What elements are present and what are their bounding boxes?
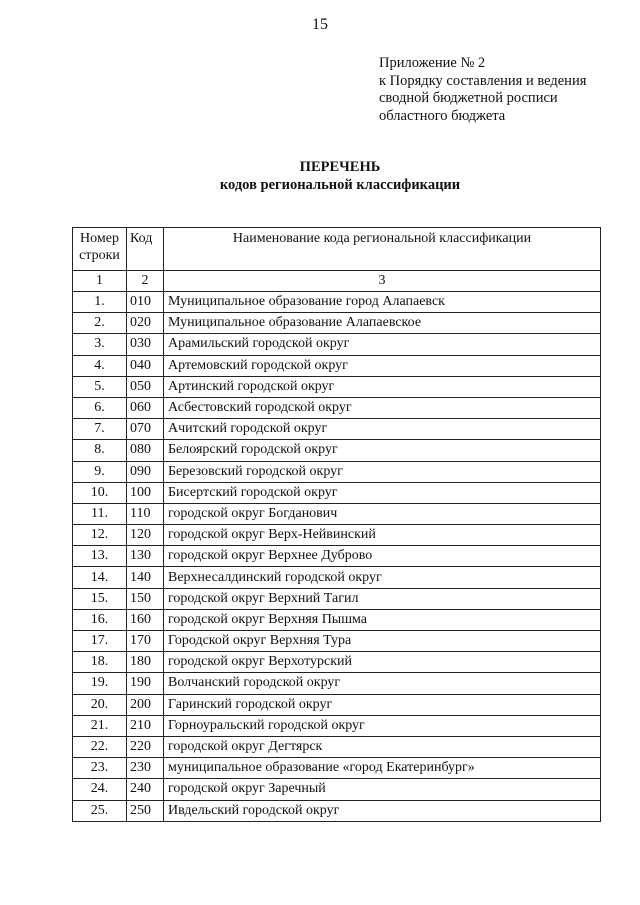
table-row: [73, 440, 601, 461]
row-number: 10.: [73, 482, 127, 503]
row-name: муниципальное образование «город Екатеринбург»: [164, 758, 601, 779]
row-name: Арамильский городской округ: [164, 334, 601, 355]
table-row: [73, 694, 601, 715]
row-code: 250: [127, 800, 164, 821]
row-number: 11.: [73, 503, 127, 524]
row-name: городской округ Верх-Нейвинский: [164, 525, 601, 546]
table-row: [73, 800, 601, 821]
table-row: [73, 482, 601, 503]
row-name: Бисертский городской округ: [164, 482, 601, 503]
table-row: [73, 355, 601, 376]
row-code: 220: [127, 736, 164, 757]
row-code: 080: [127, 440, 164, 461]
document-title: [0, 158, 640, 194]
title-line: ПЕРЕЧЕНЬ: [299, 159, 381, 175]
row-code: 050: [127, 376, 164, 397]
row-code: 170: [127, 631, 164, 652]
row-number: 25.: [73, 800, 127, 821]
row-name: Горноуральский городской округ: [164, 715, 601, 736]
column-index: 2: [127, 271, 164, 292]
row-name: Ивдельский городской округ: [164, 800, 601, 821]
row-name: Городской округ Верхняя Тура: [164, 631, 601, 652]
page-number: 15: [312, 16, 328, 33]
row-number: 8.: [73, 440, 127, 461]
appendix-line: Приложение № 2: [379, 55, 486, 71]
table-row: [73, 376, 601, 397]
row-code: 030: [127, 334, 164, 355]
header-row-number: [73, 228, 127, 271]
row-name: городской округ Дегтярск: [164, 736, 601, 757]
table-row: [73, 397, 601, 418]
table-row: [73, 715, 601, 736]
row-name: Ачитский городской округ: [164, 419, 601, 440]
table-row: [73, 673, 601, 694]
header-name: Наименование кода региональной классификации: [164, 228, 601, 271]
row-name: Гаринский городской округ: [164, 694, 601, 715]
row-number: 12.: [73, 525, 127, 546]
header-code: Код: [127, 228, 164, 271]
row-number: 4.: [73, 355, 127, 376]
row-number: 22.: [73, 736, 127, 757]
row-name: Асбестовский городской округ: [164, 397, 601, 418]
row-code: 240: [127, 779, 164, 800]
row-number: 20.: [73, 694, 127, 715]
table-row: [73, 313, 601, 334]
row-number: 1.: [73, 292, 127, 313]
header-num-line: Номер: [80, 231, 119, 246]
table-row: [73, 652, 601, 673]
row-name: Белоярский городской округ: [164, 440, 601, 461]
row-code: 110: [127, 503, 164, 524]
row-code: 070: [127, 419, 164, 440]
table-row: [73, 758, 601, 779]
row-code: 200: [127, 694, 164, 715]
column-index: 1: [73, 271, 127, 292]
row-name: городской округ Заречный: [164, 779, 601, 800]
table-row: [73, 588, 601, 609]
row-number: 15.: [73, 588, 127, 609]
row-number: 23.: [73, 758, 127, 779]
row-name: Березовский городской округ: [164, 461, 601, 482]
row-code: 180: [127, 652, 164, 673]
row-number: 3.: [73, 334, 127, 355]
row-code: 100: [127, 482, 164, 503]
row-code: 090: [127, 461, 164, 482]
row-name: городской округ Верхотурский: [164, 652, 601, 673]
row-name: Муниципальное образование Алапаевское: [164, 313, 601, 334]
subtitle-line: кодов региональной классификации: [219, 177, 461, 193]
table-row: [73, 461, 601, 482]
row-number: 24.: [73, 779, 127, 800]
row-number: 5.: [73, 376, 127, 397]
row-name: городской округ Верхнее Дуброво: [164, 546, 601, 567]
row-name: Верхнесалдинский городской округ: [164, 567, 601, 588]
appendix-line: областного бюджета: [379, 107, 506, 124]
table-row: [73, 419, 601, 440]
row-name: Артемовский городской округ: [164, 355, 601, 376]
row-code: 060: [127, 397, 164, 418]
row-number: 6.: [73, 397, 127, 418]
table-body: [73, 271, 601, 822]
appendix-note: [379, 55, 586, 125]
row-number: 13.: [73, 546, 127, 567]
appendix-line: сводной бюджетной росписи: [379, 90, 558, 106]
table-row: [73, 503, 601, 524]
row-name: городской округ Верхний Тагил: [164, 588, 601, 609]
table-row: [73, 609, 601, 630]
row-number: 18.: [73, 652, 127, 673]
table-row: [73, 334, 601, 355]
row-code: 020: [127, 313, 164, 334]
header-num-line: строки: [79, 248, 120, 263]
row-number: 14.: [73, 567, 127, 588]
table-row: [73, 292, 601, 313]
row-code: 140: [127, 567, 164, 588]
row-number: 9.: [73, 461, 127, 482]
row-name: Волчанский городской округ: [164, 673, 601, 694]
table-row: [73, 631, 601, 652]
row-code: 130: [127, 546, 164, 567]
table-row: [73, 779, 601, 800]
table-row: [73, 567, 601, 588]
row-code: 150: [127, 588, 164, 609]
column-index: 3: [164, 271, 601, 292]
classification-codes-table: [72, 227, 601, 822]
row-number: 7.: [73, 419, 127, 440]
row-code: 230: [127, 758, 164, 779]
table-row: [73, 525, 601, 546]
table-header-row: [73, 228, 601, 271]
row-code: 210: [127, 715, 164, 736]
row-code: 190: [127, 673, 164, 694]
row-number: 19.: [73, 673, 127, 694]
row-name: Муниципальное образование город Алапаевск: [164, 292, 601, 313]
row-number: 16.: [73, 609, 127, 630]
row-number: 2.: [73, 313, 127, 334]
row-name: городской округ Богданович: [164, 503, 601, 524]
table-row: [73, 736, 601, 757]
row-number: 17.: [73, 631, 127, 652]
row-name: городской округ Верхняя Пышма: [164, 609, 601, 630]
table-row: [73, 546, 601, 567]
row-code: 040: [127, 355, 164, 376]
row-number: 21.: [73, 715, 127, 736]
row-code: 160: [127, 609, 164, 630]
row-name: Артинский городской округ: [164, 376, 601, 397]
row-code: 010: [127, 292, 164, 313]
column-index-row: [73, 271, 601, 292]
appendix-line: к Порядку составления и ведения: [379, 72, 587, 89]
row-code: 120: [127, 525, 164, 546]
